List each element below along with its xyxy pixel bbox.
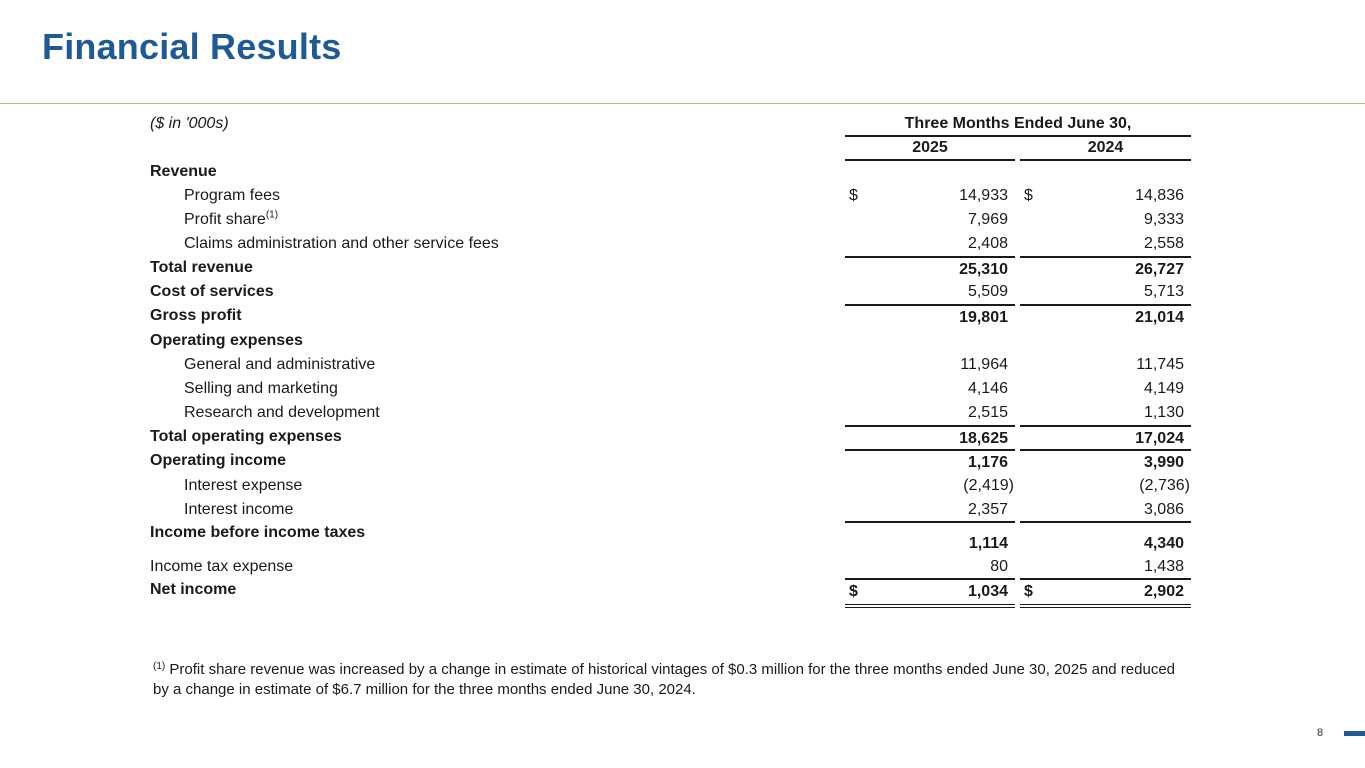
year-header-2024: 2024 — [1020, 139, 1191, 161]
table-row — [150, 256, 1191, 280]
row-label: Gross profit — [150, 307, 242, 324]
table-row — [150, 449, 1191, 473]
table-row — [150, 280, 1191, 304]
value-2024: 3,990 — [1143, 454, 1184, 471]
title-divider — [0, 103, 1365, 104]
value-2024: 2,558 — [1143, 235, 1184, 252]
row-label: Cost of services — [150, 283, 274, 300]
table-row — [150, 304, 1191, 328]
value-2025: 2,515 — [967, 404, 1008, 421]
row-label: Operating expenses — [150, 332, 303, 349]
table-row — [150, 377, 1191, 401]
table-row — [150, 521, 1191, 555]
value-2025: 1,176 — [967, 454, 1008, 471]
currency-symbol: $ — [1024, 187, 1033, 204]
row-label: Net income — [150, 581, 237, 598]
value-2025: 25,310 — [959, 261, 1008, 278]
footnote-ref: (1) — [265, 209, 279, 221]
row-label: Claims administration and other service fees — [184, 235, 499, 252]
table-row — [150, 208, 1191, 232]
row-label: Interest expense — [184, 477, 303, 494]
row-label: Income tax expense — [150, 558, 294, 575]
value-2025: 11,964 — [960, 356, 1008, 373]
currency-symbol: $ — [849, 187, 858, 204]
table-row — [150, 353, 1191, 377]
table-row — [150, 578, 1191, 602]
table-row — [150, 498, 1191, 522]
value-2025: 14,933 — [959, 187, 1008, 204]
row-label: Total revenue — [150, 259, 253, 276]
value-2025: 1,114 — [968, 535, 1008, 552]
value-2024: 3,086 — [1143, 501, 1184, 518]
page-title: Financial Results — [42, 26, 342, 67]
row-label: Revenue — [150, 163, 217, 180]
row-label: General and administrative — [184, 356, 376, 373]
table-row — [150, 401, 1191, 425]
value-2024: 1,130 — [1143, 404, 1184, 421]
value-2025: 5,509 — [967, 283, 1008, 300]
value-2024: 26,727 — [1135, 261, 1184, 278]
currency-symbol: $ — [849, 583, 858, 600]
value-2024: 17,024 — [1135, 430, 1184, 447]
footnote — [153, 657, 1183, 700]
table-row — [150, 425, 1191, 449]
table-row — [150, 474, 1191, 498]
value-2025: 4,146 — [967, 380, 1008, 397]
value-2024: 21,014 — [1135, 309, 1184, 326]
row-label: Interest income — [184, 501, 294, 518]
row-label: Selling and marketing — [184, 380, 338, 397]
currency-symbol: $ — [1024, 583, 1033, 600]
value-2025: 2,357 — [967, 501, 1008, 518]
unit-note: ($ in '000s) — [150, 115, 229, 132]
row-label: Profit share — [184, 211, 266, 228]
value-2024: 4,149 — [1143, 380, 1184, 397]
row-label: Program fees — [184, 187, 281, 204]
value-2024: (2,736) — [1139, 477, 1190, 494]
table-row — [150, 232, 1191, 256]
footnote-text: Profit share revenue was increased by a change in estimate of historical vintages of $0.3 million for the three months ended June 30, 2025 and reduced by a change in estimate of $6.7 million for the three months ended June 30, 2024. — [153, 661, 1176, 698]
value-2025: 19,801 — [959, 309, 1008, 326]
value-2025: (2,419) — [963, 477, 1014, 494]
value-2025: 1,034 — [967, 583, 1008, 600]
value-2024: 4,340 — [1143, 535, 1184, 552]
row-label: Operating income — [150, 452, 287, 469]
value-2024: 2,902 — [1143, 583, 1184, 600]
value-2025: 18,625 — [959, 430, 1008, 447]
table-row — [150, 555, 1191, 579]
value-2025: 7,969 — [967, 211, 1008, 228]
table-row — [150, 184, 1191, 208]
table-row — [150, 160, 1191, 184]
footnote-ref: (1) — [153, 661, 166, 672]
year-header-2025: 2025 — [845, 139, 1015, 161]
page-number: 8 — [1317, 727, 1324, 739]
value-2025: 80 — [990, 558, 1008, 575]
value-2024: 9,333 — [1143, 211, 1184, 228]
row-label: Total operating expenses — [150, 428, 342, 445]
row-label: Income before income taxes — [150, 524, 366, 541]
table-row — [150, 329, 1191, 353]
value-2024: 1,438 — [1143, 558, 1184, 575]
value-2024: 11,745 — [1136, 356, 1184, 373]
row-label: Research and development — [184, 404, 380, 421]
value-2024: 14,836 — [1135, 187, 1184, 204]
page-marker — [1344, 731, 1365, 736]
value-2024: 5,713 — [1143, 283, 1184, 300]
value-2025: 2,408 — [967, 235, 1008, 252]
period-header: Three Months Ended June 30, — [845, 115, 1191, 137]
